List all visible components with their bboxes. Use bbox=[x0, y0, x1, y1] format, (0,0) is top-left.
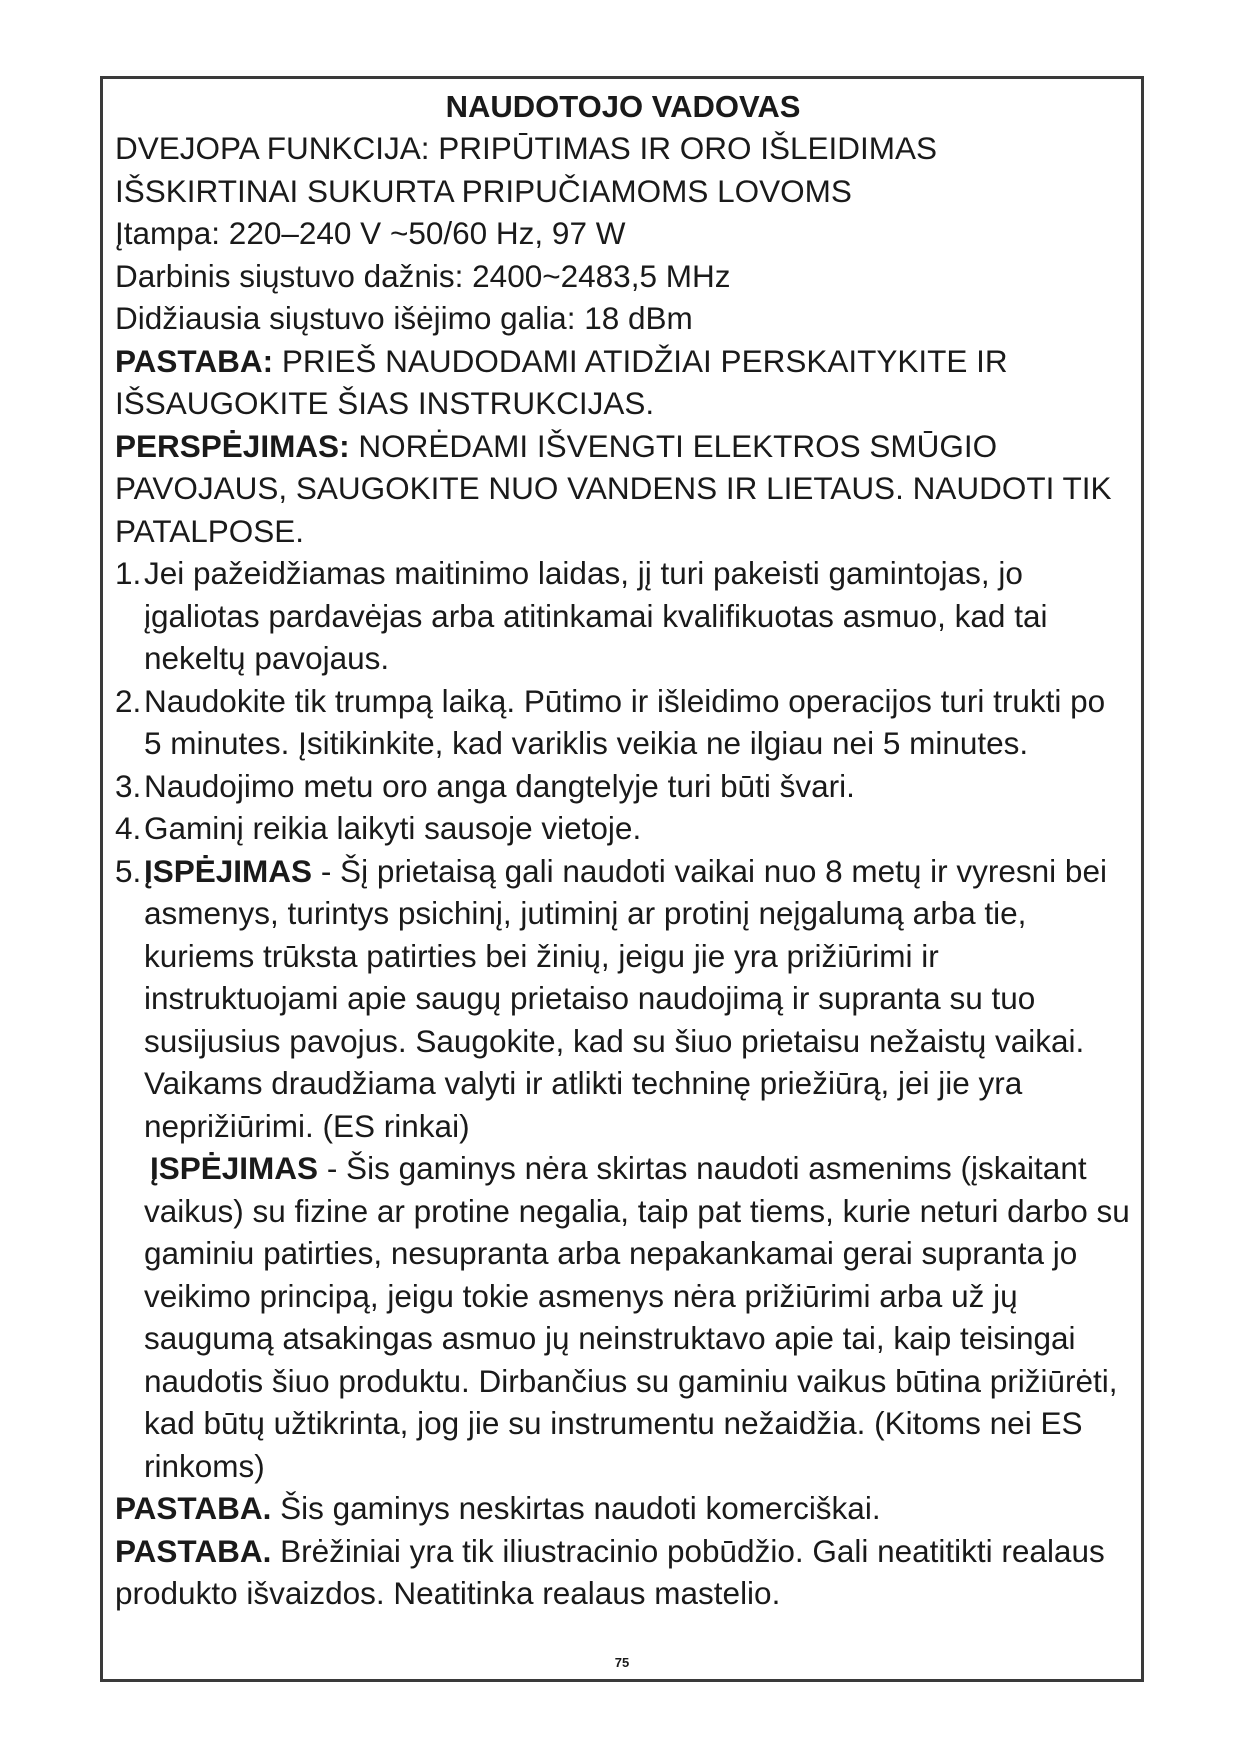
list-item-warning bbox=[115, 850, 1131, 1148]
manual-content bbox=[115, 87, 1131, 1615]
note-text: PRIEŠ NAUDODAMI ATIDŽIAI PERSKAITYKITE IR IŠSAUGOKITE ŠIAS INSTRUKCIJAS. bbox=[115, 342, 1008, 421]
list-item bbox=[115, 680, 1131, 765]
warning-label: PERSPĖJIMAS: bbox=[115, 427, 350, 464]
note-read-instructions bbox=[115, 340, 1131, 425]
note-label: PASTABA. bbox=[115, 1532, 272, 1569]
spec-frequency: Darbinis siųstuvo dažnis: 2400~2483,5 MHz bbox=[115, 257, 731, 294]
warning-non-eu bbox=[115, 1147, 1131, 1487]
list-item bbox=[115, 765, 1131, 808]
note-illustrations bbox=[115, 1530, 1131, 1615]
warning-label: ĮSPĖJIMAS bbox=[150, 1150, 319, 1186]
item-text: Naudokite tik trumpą laiką. Pūtimo ir išleidimo operacijos turi trukti po 5 minutes. Įsitikinkite, kad variklis veikia ne ilgiau nei 5 minutes. bbox=[144, 682, 1106, 761]
warning-text: NORĖDAMI IŠVENGTI ELEKTROS SMŪGIO PAVOJAUS, SAUGOKITE NUO VANDENS IR LIETAUS. NAUDOTI TIK PATALPOSE. bbox=[115, 427, 1112, 549]
spec-dual-function: DVEJOPA FUNKCIJA: PRIPŪTIMAS IR ORO IŠLEIDIMAS bbox=[115, 130, 938, 166]
item-text: Gaminį reikia laikyti sausoje vietoje. bbox=[144, 810, 642, 846]
note-label: PASTABA: bbox=[115, 342, 274, 379]
page-number: 75 bbox=[614, 1655, 630, 1670]
item-text: Naudojimo metu oro anga dangtelyje turi būti švari. bbox=[144, 767, 855, 804]
list-item bbox=[115, 552, 1131, 680]
item-number: 1. bbox=[115, 555, 142, 591]
note-label: PASTABA. bbox=[115, 1490, 272, 1526]
warning-electric-shock bbox=[115, 425, 1131, 553]
note-not-commercial bbox=[115, 1487, 1131, 1530]
item-number: 3. bbox=[115, 767, 142, 804]
note-text: Šis gaminys neskirtas naudoti komerciškai. bbox=[271, 1490, 881, 1526]
list-item bbox=[115, 807, 1131, 850]
item-text: Jei pažeidžiamas maitinimo laidas, jį turi pakeisti gamintojas, jo įgaliotas pardavėjas arba atitinkamai kvalifikuotas asmuo, kad tai nekeltų pavojaus. bbox=[144, 555, 1048, 676]
spec-output-power: Didžiausia siųstuvo išėjimo galia: 18 dBm bbox=[115, 300, 693, 336]
warning-label: ĮSPĖJIMAS bbox=[144, 852, 313, 889]
item-number: 4. bbox=[115, 810, 142, 846]
spec-voltage: Įtampa: 220–240 V ~50/60 Hz, 97 W bbox=[115, 215, 626, 251]
spec-designed-for: IŠSKIRTINAI SUKURTA PRIPUČIAMOMS LOVOMS bbox=[115, 172, 852, 209]
item-number: 2. bbox=[115, 682, 142, 719]
warning-text: - Šis gaminys nėra skirtas naudoti asmenims (įskaitant vaikus) su fizine ar protine negalia, taip pat tiems, kurie neturi darbo su gaminiu patirties, nesupranta arba nepakankamai gerai supranta jo veikimo principą, jeigu tokie asmenys nėra prižiūrimi arba už jų saugumą atsakingas asmuo jų neinstruktavo apie tai, kaip teisingai naudotis šiuo produktu. Dirbančius su gaminiu vaikus būtina prižiūrėti, kad būtų užtikrinta, jog jie su instrumentu nežaidžia. (Kitoms nei ES rinkoms) bbox=[144, 1150, 1130, 1484]
page-title: NAUDOTOJO VADOVAS bbox=[445, 89, 801, 124]
note-text: Brėžiniai yra tik iliustracinio pobūdžio. Gali neatitikti realaus produkto išvaizdos. Neatitinka realaus mastelio. bbox=[115, 1532, 1105, 1611]
item-text: - Šį prietaisą gali naudoti vaikai nuo 8 metų ir vyresni bei asmenys, turintys psichinį, jutiminį ar protinį neįgalumą arba tie, kuriems trūksta patirties bei žinių, jeigu jie yra prižiūrimi ir instruktuojami apie saugų prietaiso naudojimą ir supranta su tuo susijusius pavojus. Saugokite, kad su šiuo prietaisu nežaistų vaikai. Vaikams draudžiama valyti ir atlikti techninę priežiūrą, jei jie yra neprižiūrimi. (ES rinkai) bbox=[144, 852, 1107, 1144]
instructions-list bbox=[115, 552, 1131, 1147]
manual-frame bbox=[100, 76, 1144, 1682]
item-number: 5. bbox=[115, 852, 142, 889]
